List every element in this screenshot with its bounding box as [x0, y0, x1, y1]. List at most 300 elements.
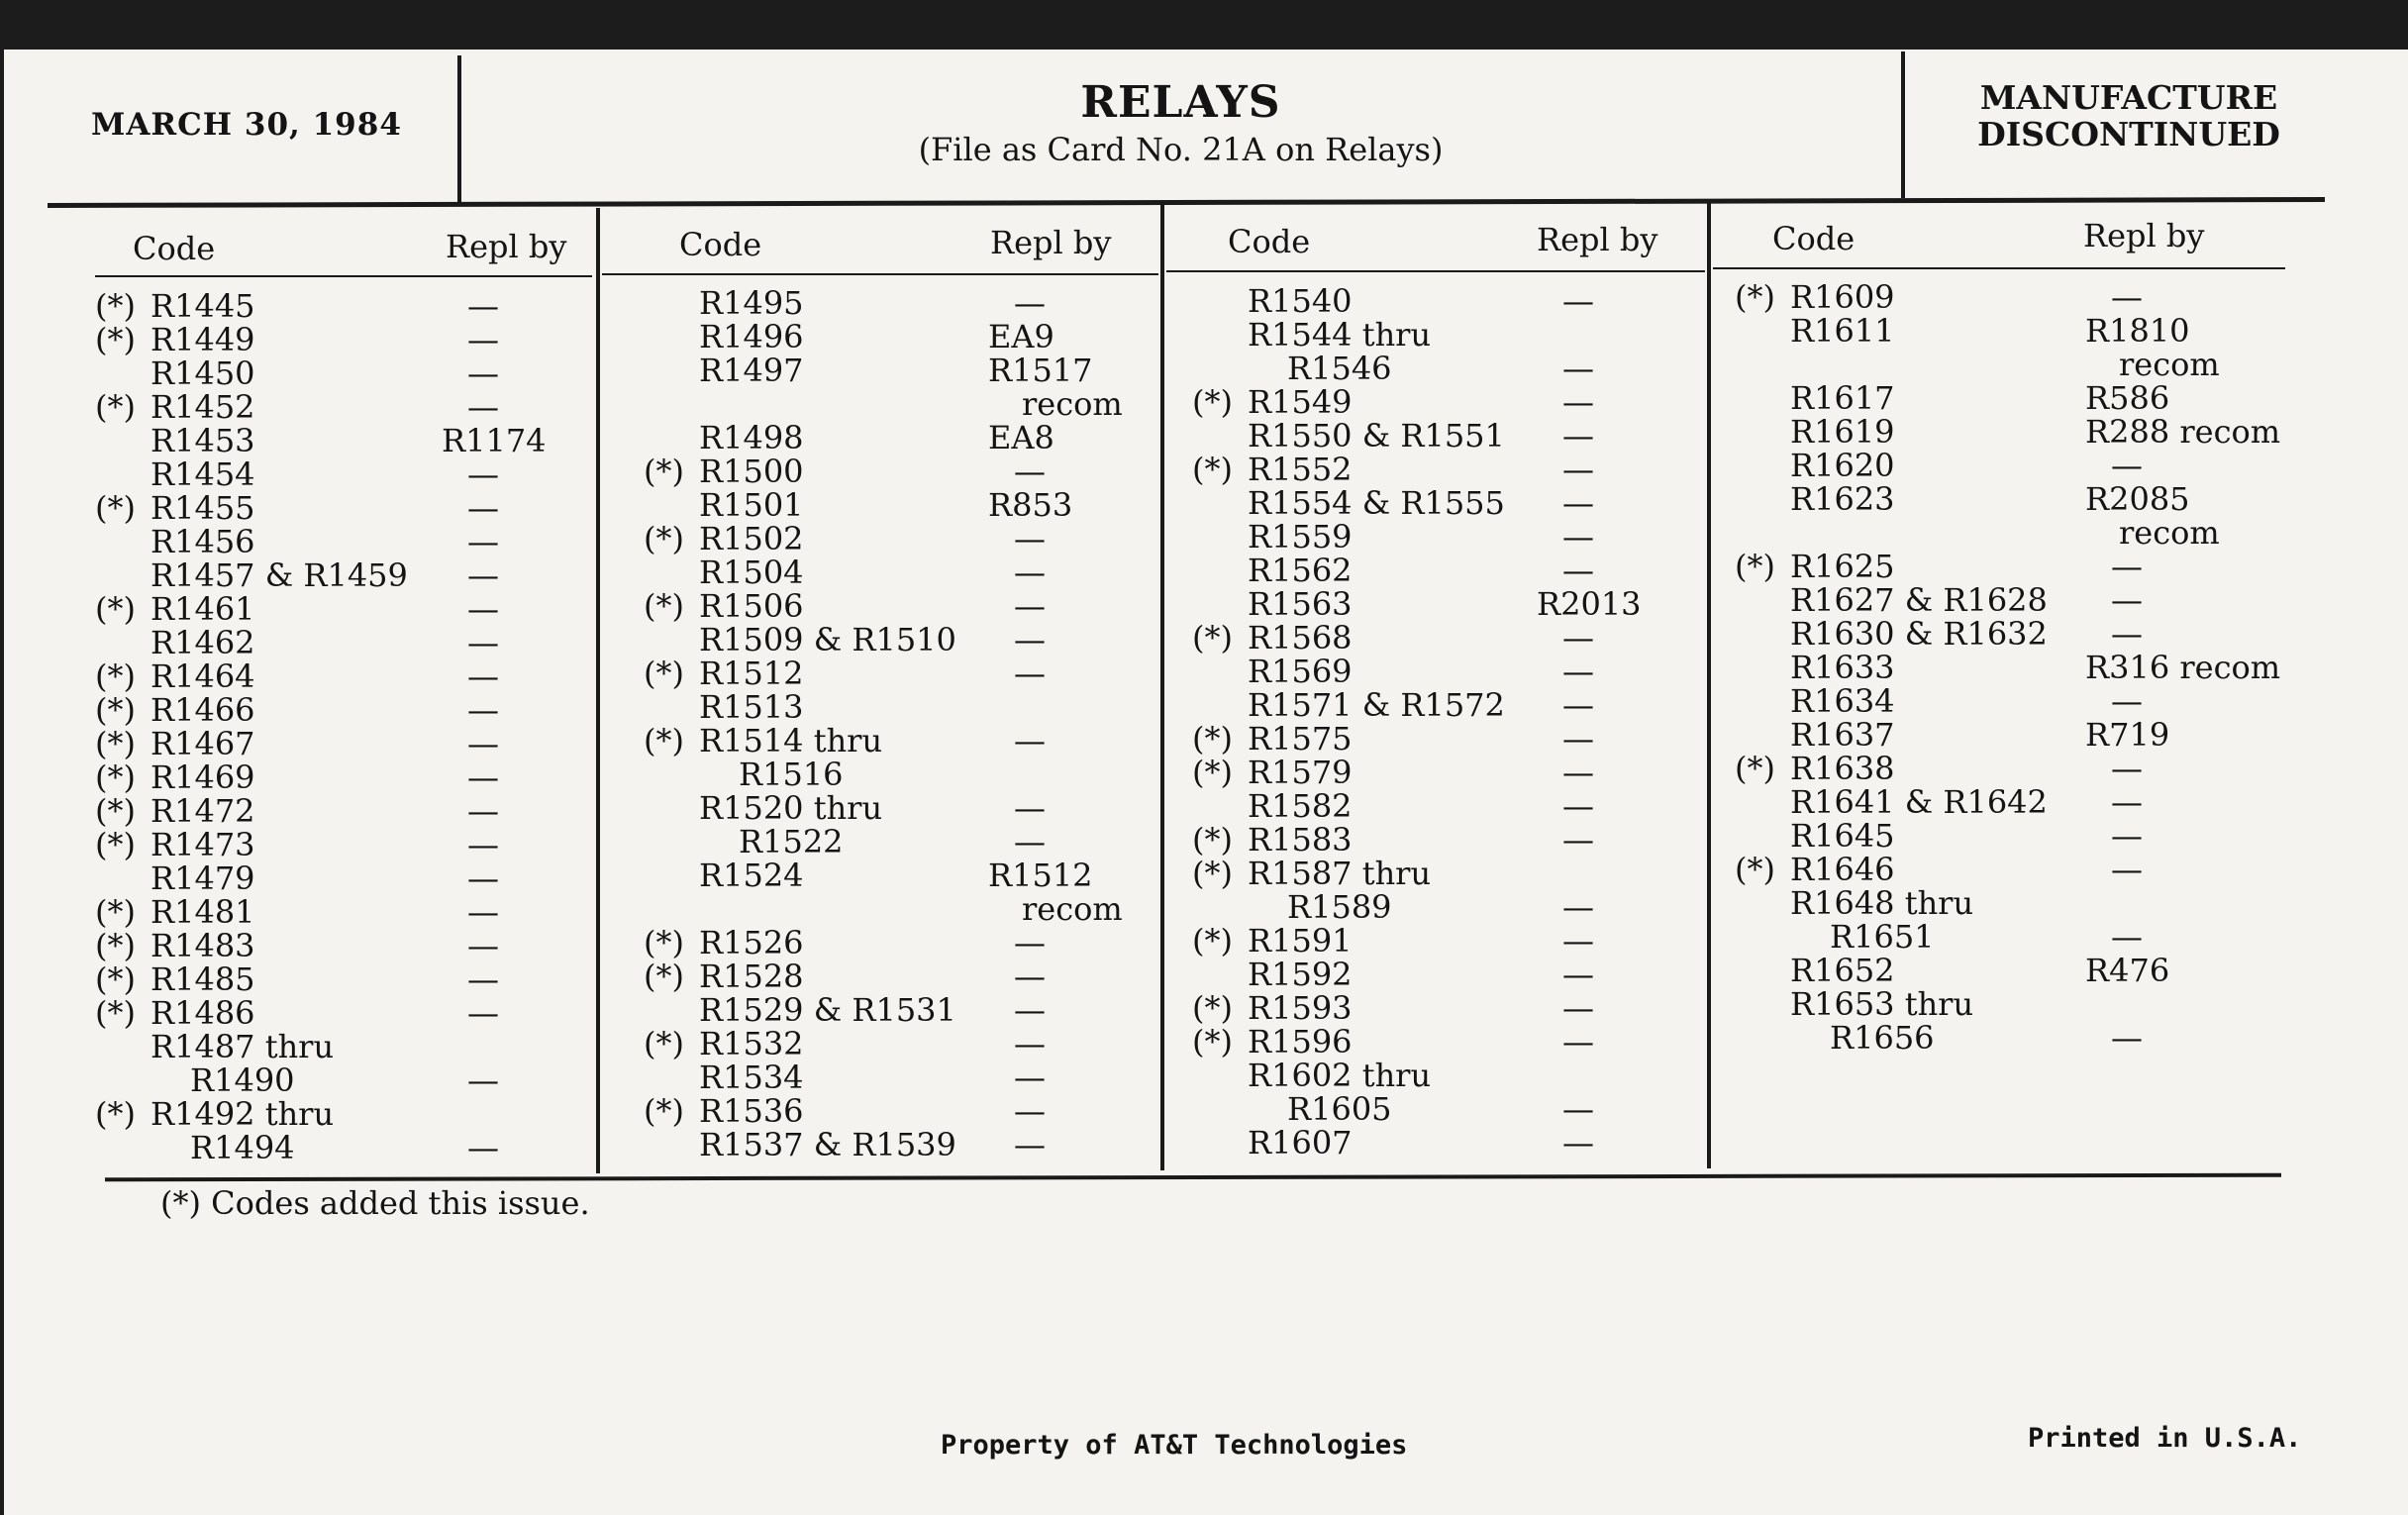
table-row — [95, 289, 590, 323]
table-row — [95, 1063, 590, 1097]
relay-code-text: R1529 & R1531 — [699, 991, 956, 1029]
relay-code-text: R1532 — [699, 1025, 804, 1062]
relay-code-text: R1589 — [1287, 888, 1392, 926]
relay-code-text: R1593 — [1248, 989, 1353, 1027]
replacement-code: — — [1014, 958, 1046, 995]
relay-code — [644, 488, 804, 522]
added-marker: (*) — [95, 657, 136, 695]
replacement-code: — — [2111, 278, 2143, 316]
relay-code — [1192, 958, 1353, 991]
replacement-code: — — [1014, 1025, 1046, 1062]
replacement-code: — — [467, 1061, 499, 1099]
replacement-code: EA8 — [988, 419, 1054, 456]
added-marker: (*) — [95, 927, 136, 964]
relay-code-text: R1454 — [150, 455, 255, 493]
replacement-code: — — [467, 792, 499, 830]
table-row — [1192, 1059, 1703, 1092]
replacement-code: — — [467, 624, 499, 661]
replacement-code: R719 — [2085, 716, 2170, 754]
replacement-code: — — [467, 590, 499, 628]
table-row — [1735, 348, 2289, 381]
replacement-code: — — [2111, 615, 2143, 653]
relay-code-text: R1536 — [699, 1092, 804, 1130]
relay-code-text: R1452 — [150, 388, 255, 426]
replacement-code: recom — [2119, 346, 2220, 383]
relay-code-text: R1568 — [1248, 619, 1353, 656]
status-line-1: MANUFACTURE — [1979, 78, 2278, 117]
table-row — [1735, 920, 2289, 954]
replacement-code: — — [467, 455, 499, 493]
replacement-code: — — [1562, 451, 1594, 488]
relay-code — [1192, 1025, 1353, 1059]
added-marker: (*) — [1192, 619, 1233, 656]
column-1-rows — [95, 289, 590, 1164]
relay-code — [1735, 954, 1895, 987]
table-row — [1192, 587, 1703, 621]
replacement-code: — — [1562, 518, 1594, 556]
table-row — [1735, 718, 2289, 752]
table-row — [1735, 819, 2289, 853]
col1-code-header: Code — [133, 230, 216, 267]
table-row — [1192, 857, 1703, 890]
table-row — [644, 656, 1158, 690]
table-row — [95, 962, 590, 996]
relay-code-text: R1502 — [699, 520, 804, 557]
relay-code-text: R1504 — [699, 554, 804, 591]
relay-code — [644, 825, 844, 858]
relay-code — [95, 828, 255, 861]
table-row — [1192, 1126, 1703, 1160]
col4-header-rule — [1713, 267, 2285, 269]
issue-date: MARCH 30, 1984 — [91, 107, 402, 143]
table-row — [644, 724, 1158, 758]
replacement-code: — — [1014, 722, 1046, 759]
relay-code — [644, 892, 699, 926]
replacement-code: R1810 — [2085, 312, 2190, 350]
relay-code — [1192, 419, 1505, 453]
table-row — [644, 556, 1158, 589]
relay-code-text: R1522 — [739, 823, 844, 860]
replacement-code: — — [1562, 720, 1594, 758]
table-row — [1192, 621, 1703, 655]
table-row — [1192, 924, 1703, 958]
replacement-code: — — [1014, 587, 1046, 625]
relay-code-text: R1516 — [739, 756, 844, 793]
added-marker: (*) — [644, 587, 684, 625]
table-row — [1735, 954, 2289, 987]
relay-code-text: R1652 — [1790, 952, 1895, 989]
relay-code-text: R1494 — [190, 1129, 295, 1166]
table-row — [95, 424, 590, 457]
relay-code — [644, 623, 956, 656]
relay-code — [644, 1060, 804, 1094]
relay-code-text: R1455 — [150, 489, 255, 527]
table-row — [1192, 1092, 1703, 1126]
added-marker: (*) — [95, 1095, 136, 1133]
relay-code — [1735, 314, 1895, 348]
replacement-code: — — [1562, 1090, 1594, 1128]
replacement-code: — — [1014, 1126, 1046, 1163]
relay-code-text: R1575 — [1248, 720, 1353, 758]
relay-code — [95, 693, 255, 727]
relay-code-text: R1528 — [699, 958, 804, 995]
relay-code-text: R1648 thru — [1790, 884, 1974, 922]
relay-code — [644, 993, 956, 1027]
replacement-code: — — [1562, 282, 1594, 320]
relay-code-text: R1537 & R1539 — [699, 1126, 956, 1163]
added-marker: (*) — [1735, 278, 1775, 316]
table-row — [644, 960, 1158, 993]
relay-code — [95, 457, 255, 491]
replacement-code: — — [1562, 383, 1594, 421]
replacement-code: R1517 — [988, 352, 1093, 389]
relay-code — [644, 960, 804, 993]
relay-code-text: R1472 — [150, 792, 255, 830]
relay-code-text: R1524 — [699, 857, 804, 894]
relay-code — [95, 525, 255, 558]
relay-code-text: R1473 — [150, 826, 255, 863]
relay-code — [644, 1128, 956, 1162]
relay-code — [1192, 722, 1353, 756]
relay-code-text: R1467 — [150, 725, 255, 762]
relay-code — [1735, 449, 1895, 482]
table-row — [1192, 655, 1703, 688]
relay-code-text: R1625 — [1790, 548, 1895, 585]
replacement-code: R1512 — [988, 857, 1093, 894]
relay-code-text: R1496 — [699, 318, 804, 355]
relay-code-text: R1592 — [1248, 956, 1353, 993]
relay-code — [95, 1063, 295, 1097]
relay-code — [95, 659, 255, 693]
table-row — [644, 320, 1158, 354]
table-row — [1192, 789, 1703, 823]
relay-code — [644, 286, 804, 320]
replacement-code: — — [1562, 686, 1594, 724]
relay-code-text: R1646 — [1790, 851, 1895, 888]
table-row — [95, 895, 590, 929]
relay-code-text: R1563 — [1248, 585, 1353, 623]
relay-code — [644, 1027, 804, 1060]
relay-code-text: R1453 — [150, 422, 255, 459]
replacement-code: — — [1014, 823, 1046, 860]
table-row — [1192, 756, 1703, 789]
col1-header-rule — [95, 275, 592, 277]
relay-code — [1735, 550, 1895, 583]
added-marker: (*) — [644, 924, 684, 961]
table-row — [644, 1128, 1158, 1162]
relay-code — [1192, 924, 1353, 958]
relay-code-text: R1469 — [150, 758, 255, 796]
added-marker: (*) — [1192, 922, 1233, 960]
relay-code — [1192, 352, 1392, 385]
table-row — [1735, 550, 2289, 583]
relay-code — [1192, 756, 1353, 789]
replacement-code: — — [1562, 821, 1594, 858]
relay-code-text: R1526 — [699, 924, 804, 961]
card-title: RELAYS — [1080, 77, 1281, 128]
added-marker: (*) — [644, 520, 684, 557]
replacement-code: EA9 — [988, 318, 1054, 355]
table-row — [1192, 385, 1703, 419]
table-row — [95, 356, 590, 390]
relay-code — [644, 556, 804, 589]
relay-code-text: R1552 — [1248, 451, 1353, 488]
table-row — [95, 390, 590, 424]
relay-code-text: R1506 — [699, 587, 804, 625]
replacement-code: — — [1014, 1092, 1046, 1130]
table-row — [95, 1030, 590, 1063]
relay-code-text: R1619 — [1790, 413, 1895, 451]
replacement-code: R2013 — [1537, 585, 1642, 623]
relay-code — [644, 926, 804, 960]
relay-code-text: R1611 — [1790, 312, 1895, 350]
relay-code-text: R1513 — [699, 688, 804, 726]
relay-code-text: R1462 — [150, 624, 255, 661]
table-row — [95, 525, 590, 558]
table-row — [95, 861, 590, 895]
replacement-code: — — [467, 960, 499, 998]
table-row — [1192, 554, 1703, 587]
added-marker: (*) — [95, 321, 136, 358]
relay-code — [1192, 789, 1353, 823]
table-row — [1735, 785, 2289, 819]
table-row — [644, 791, 1158, 825]
relay-code — [1735, 583, 2048, 617]
relay-code-text: R1486 — [150, 994, 255, 1032]
added-marker: (*) — [95, 960, 136, 998]
relay-code — [1192, 284, 1353, 318]
relay-code-text: R1512 — [699, 655, 804, 692]
table-row — [1735, 482, 2289, 516]
replacement-code: — — [1014, 789, 1046, 827]
added-marker: (*) — [95, 388, 136, 426]
table-row — [1192, 318, 1703, 352]
relay-code — [644, 1094, 804, 1128]
replacement-code: — — [2111, 783, 2143, 821]
replacement-code: — — [467, 826, 499, 863]
table-row — [644, 1060, 1158, 1094]
relay-code-text: R1445 — [150, 287, 255, 325]
relay-code-text: R1514 thru — [699, 722, 883, 759]
replacement-code: — — [1562, 653, 1594, 690]
relay-code — [644, 858, 804, 892]
relay-code — [95, 1030, 334, 1063]
relay-code-text: R1500 — [699, 453, 804, 490]
table-row — [95, 1097, 590, 1131]
table-row — [1192, 419, 1703, 453]
replacement-code: recom — [2119, 514, 2220, 552]
table-row — [644, 1027, 1158, 1060]
added-marker: (*) — [95, 792, 136, 830]
relay-code-text: R1509 & R1510 — [699, 621, 956, 658]
relay-code — [1735, 853, 1895, 886]
replacement-code: — — [1014, 453, 1046, 490]
table-row — [95, 693, 590, 727]
col2-code-header: Code — [679, 226, 762, 263]
added-marker: (*) — [644, 453, 684, 490]
table-row — [95, 457, 590, 491]
relay-code — [1192, 688, 1505, 722]
relay-code — [644, 522, 804, 556]
replacement-code: — — [467, 287, 499, 325]
relay-code-text: R1464 — [150, 657, 255, 695]
relay-code — [1735, 785, 2048, 819]
col3-repl-header: Repl by — [1537, 221, 1658, 258]
relay-code-text: R1633 — [1790, 649, 1895, 686]
relay-code — [1735, 617, 2048, 651]
relay-code — [95, 558, 408, 592]
relay-code — [1192, 1126, 1353, 1160]
replacement-code: — — [2111, 918, 2143, 956]
relay-code-text: R1497 — [699, 352, 804, 389]
table-row — [1192, 453, 1703, 486]
relay-code — [95, 760, 255, 794]
replacement-code: — — [1562, 956, 1594, 993]
replacement-code: R288 recom — [2085, 413, 2281, 451]
relay-code-text: R1456 — [150, 523, 255, 560]
replacement-code: R316 recom — [2085, 649, 2281, 686]
replacement-code: — — [1562, 417, 1594, 454]
replacement-code: — — [1562, 1124, 1594, 1162]
relay-code-text: R1569 — [1248, 653, 1353, 690]
col4-code-header: Code — [1772, 220, 1856, 257]
relay-code — [95, 996, 255, 1030]
relay-code-text: R1481 — [150, 893, 255, 931]
added-marker: (*) — [95, 590, 136, 628]
relay-code — [644, 354, 804, 387]
relay-code — [95, 626, 255, 659]
relay-code — [644, 454, 804, 488]
replacement-code: — — [467, 1129, 499, 1166]
added-marker: (*) — [1735, 851, 1775, 888]
table-row — [1192, 991, 1703, 1025]
replacement-code: — — [467, 523, 499, 560]
added-marker: (*) — [644, 722, 684, 759]
column-divider-3 — [1707, 202, 1711, 1168]
replacement-code: — — [1014, 520, 1046, 557]
table-row — [95, 996, 590, 1030]
relay-code — [95, 592, 255, 626]
table-row — [644, 488, 1158, 522]
relay-code-text: R1559 — [1248, 518, 1353, 556]
relay-code — [95, 895, 255, 929]
table-row — [1735, 381, 2289, 415]
replacement-code: — — [2111, 548, 2143, 585]
table-row — [1735, 886, 2289, 920]
relay-code-text: R1479 — [150, 859, 255, 897]
relay-code — [95, 1097, 334, 1131]
table-row — [1192, 520, 1703, 554]
relay-code — [1192, 486, 1505, 520]
replacement-code: recom — [1022, 890, 1123, 928]
replacement-code: — — [1562, 922, 1594, 960]
relay-code — [1192, 890, 1392, 924]
relay-code-text: R1520 thru — [699, 789, 883, 827]
table-row — [95, 491, 590, 525]
table-row — [1735, 617, 2289, 651]
table-row — [1192, 823, 1703, 857]
table-row — [95, 558, 590, 592]
relay-code-text: R1550 & R1551 — [1248, 417, 1505, 454]
relay-code — [95, 491, 255, 525]
replacement-code: — — [467, 691, 499, 729]
replacement-code: — — [467, 354, 499, 392]
table-row — [644, 421, 1158, 454]
replacement-code: — — [1562, 754, 1594, 791]
relay-code-text: R1483 — [150, 927, 255, 964]
relay-code-text: R1549 — [1248, 383, 1353, 421]
printed-notice: Printed in U.S.A. — [2028, 1423, 2302, 1454]
relay-code-text: R1651 — [1830, 918, 1935, 956]
added-marker: (*) — [1192, 1023, 1233, 1060]
table-row — [1192, 352, 1703, 385]
table-row — [95, 794, 590, 828]
relay-code — [95, 424, 255, 457]
relay-code — [95, 794, 255, 828]
relay-code — [1192, 655, 1353, 688]
relay-code — [1735, 718, 1895, 752]
table-row — [1735, 583, 2289, 617]
replacement-code: — — [467, 657, 499, 695]
relay-code — [1192, 587, 1353, 621]
relay-code — [95, 861, 255, 895]
relay-code-text: R1582 — [1248, 787, 1353, 825]
relay-code-text: R1450 — [150, 354, 255, 392]
relay-code — [1735, 381, 1895, 415]
added-marker: (*) — [1192, 855, 1233, 892]
added-marker: (*) — [644, 655, 684, 692]
relay-code-text: R1596 — [1248, 1023, 1353, 1060]
table-row — [644, 522, 1158, 556]
relay-code-text: R1554 & R1555 — [1248, 484, 1505, 522]
relay-code — [644, 758, 844, 791]
replacement-code: — — [1014, 621, 1046, 658]
replacement-code: — — [1014, 991, 1046, 1029]
relay-code — [1192, 318, 1431, 352]
replacement-code: — — [1014, 924, 1046, 961]
table-row — [644, 758, 1158, 791]
relay-code-text: R1620 — [1790, 447, 1895, 484]
relay-code-text: R1617 — [1790, 379, 1895, 417]
added-marker: (*) — [644, 1092, 684, 1130]
relay-code — [1192, 857, 1431, 890]
relay-code — [644, 791, 882, 825]
table-row — [1192, 958, 1703, 991]
table-row — [95, 659, 590, 693]
relay-code-text: R1602 thru — [1248, 1057, 1432, 1094]
header-divider-right — [1901, 51, 1905, 198]
relay-code-text: R1501 — [699, 486, 804, 524]
replacement-code: — — [1562, 888, 1594, 926]
relay-code-text: R1579 — [1248, 754, 1353, 791]
replacement-code: — — [467, 927, 499, 964]
replacement-code: — — [1562, 619, 1594, 656]
header-divider-left — [457, 55, 461, 204]
replacement-code: R1174 — [442, 422, 547, 459]
table-row — [644, 454, 1158, 488]
column-3-rows — [1192, 284, 1703, 1160]
relay-code-text: R1490 — [190, 1061, 295, 1099]
relay-code-text: R1623 — [1790, 480, 1895, 518]
added-marker: (*) — [1192, 989, 1233, 1027]
table-row — [1735, 516, 2289, 550]
table-row — [644, 993, 1158, 1027]
relay-code — [1735, 482, 1895, 516]
table-row — [1735, 449, 2289, 482]
relay-code — [644, 387, 699, 421]
replacement-code: R2085 — [2085, 480, 2190, 518]
table-row — [95, 592, 590, 626]
